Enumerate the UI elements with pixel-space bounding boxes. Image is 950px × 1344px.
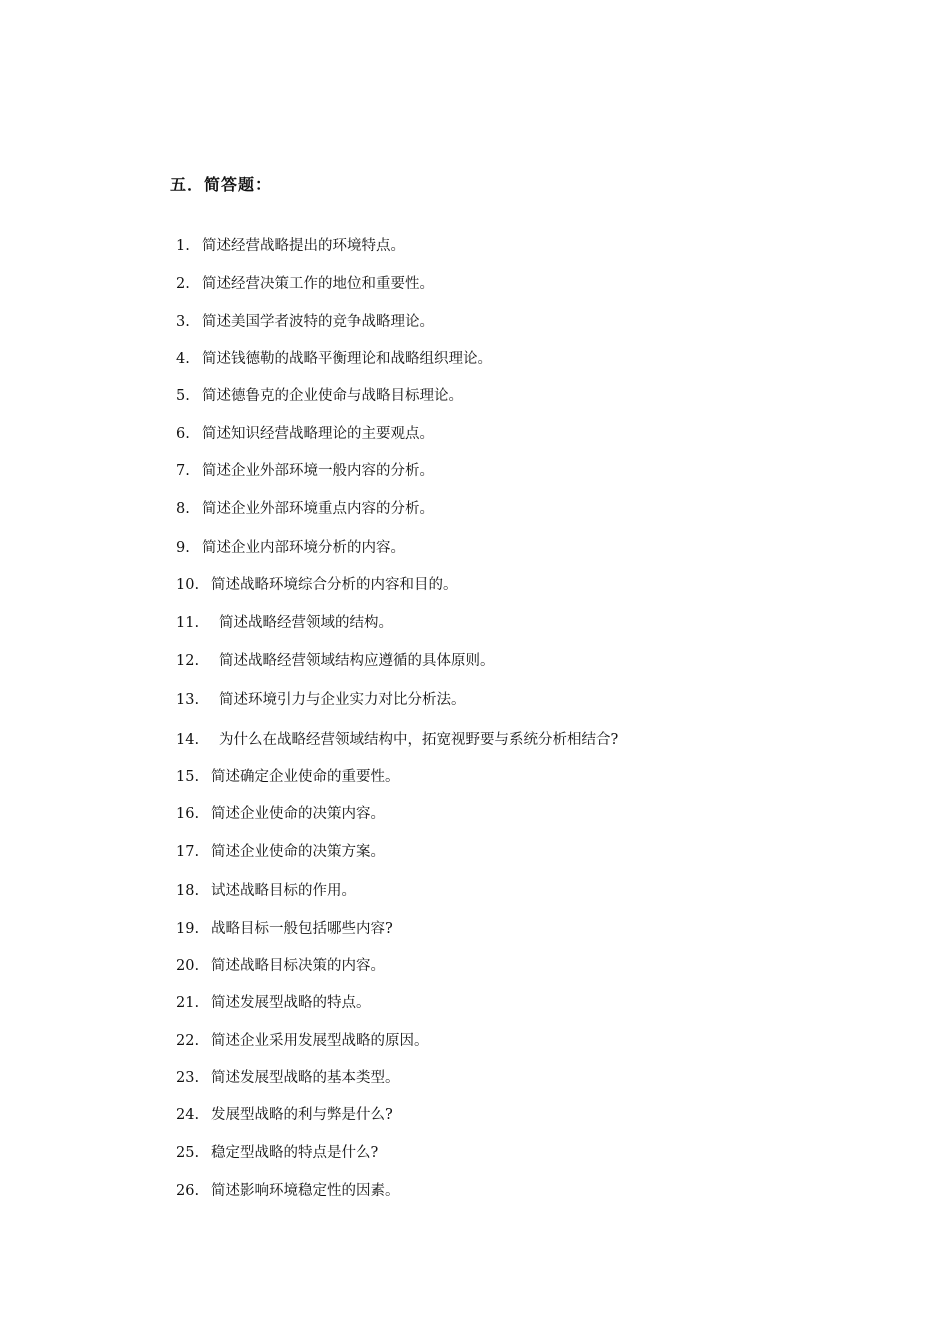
question-text: 稳定型战略的特点是什么? [211,1145,379,1161]
question-item [176,651,495,671]
question-text: 简述战略目标决策的内容。 [211,958,385,974]
question-item [176,538,405,558]
question-text: 简述经营决策工作的地位和重要性。 [202,276,434,292]
question-item [176,993,371,1013]
question-number: 25. [176,1145,200,1161]
question-number: 9. [176,540,190,556]
question-item [176,804,385,824]
section-heading: 五．简答题： [170,175,273,194]
question-number: 14. [176,732,200,748]
question-number: 24. [176,1107,200,1123]
question-number: 7. [176,463,190,479]
question-item [176,1068,400,1088]
question-text: 简述经营战略提出的环境特点。 [202,238,405,254]
question-number: 2. [176,276,190,292]
question-number: 3. [176,314,190,330]
question-item [176,1105,393,1125]
question-number: 26. [176,1183,200,1199]
question-item [176,424,434,444]
question-item [176,730,618,750]
question-text: 简述战略环境综合分析的内容和目的。 [211,577,458,593]
question-number: 20. [176,958,200,974]
question-number: 8. [176,501,190,517]
question-text: 简述美国学者波特的竞争战略理论。 [202,314,434,330]
question-text: 简述企业外部环境一般内容的分析。 [202,463,434,479]
question-text: 战略目标一般包括哪些内容? [211,921,393,937]
question-text: 简述确定企业使命的重要性。 [211,769,400,785]
question-number: 13. [176,692,200,708]
question-number: 10. [176,577,200,593]
question-text: 简述战略经营领域的结构。 [219,615,393,631]
question-item [176,575,458,595]
question-text: 简述环境引力与企业实力对比分析法。 [219,692,466,708]
question-number: 18. [176,883,200,899]
question-item [176,1143,378,1163]
question-item [176,499,434,519]
question-item [176,767,400,787]
question-item [176,312,434,332]
question-number: 15. [176,769,200,785]
question-text: 简述企业内部环境分析的内容。 [202,540,405,556]
question-number: 19. [176,921,200,937]
question-text: 简述发展型战略的特点。 [211,995,371,1011]
question-item [176,842,385,862]
question-text: 简述战略经营领域结构应遵循的具体原则。 [219,653,495,669]
question-item [176,919,393,939]
question-text: 简述钱德勒的战略平衡理论和战略组织理论。 [202,351,492,367]
question-number: 5. [176,388,190,404]
question-number: 21. [176,995,200,1011]
question-number: 22. [176,1033,200,1049]
question-text: 简述企业采用发展型战略的原因。 [211,1033,429,1049]
question-text: 简述德鲁克的企业使命与战略目标理论。 [202,388,463,404]
question-text: 试述战略目标的作用。 [211,883,356,899]
question-text: 简述企业使命的决策方案。 [211,844,385,860]
question-item [176,613,393,633]
question-item [176,236,405,256]
question-number: 11. [176,615,200,631]
question-item [176,1031,429,1051]
question-item [176,881,356,901]
question-number: 23. [176,1070,200,1086]
question-number: 1. [176,238,190,254]
question-text: 简述企业使命的决策内容。 [211,806,385,822]
question-item [176,349,492,369]
question-item [176,690,466,710]
question-number: 12. [176,653,200,669]
question-text: 为什么在战略经营领域结构中，拓宽视野要与系统分析相结合? [219,732,619,748]
question-text: 简述发展型战略的基本类型。 [211,1070,400,1086]
question-item [176,956,385,976]
question-number: 6. [176,426,190,442]
question-text: 简述知识经营战略理论的主要观点。 [202,426,434,442]
question-number: 4. [176,351,190,367]
question-item [176,274,434,294]
question-item [176,461,434,481]
question-number: 16. [176,806,200,822]
question-text: 发展型战略的利与弊是什么? [211,1107,393,1123]
question-item [176,386,463,406]
question-number: 17. [176,844,200,860]
question-text: 简述企业外部环境重点内容的分析。 [202,501,434,517]
question-item [176,1181,400,1201]
question-text: 简述影响环境稳定性的因素。 [211,1183,400,1199]
